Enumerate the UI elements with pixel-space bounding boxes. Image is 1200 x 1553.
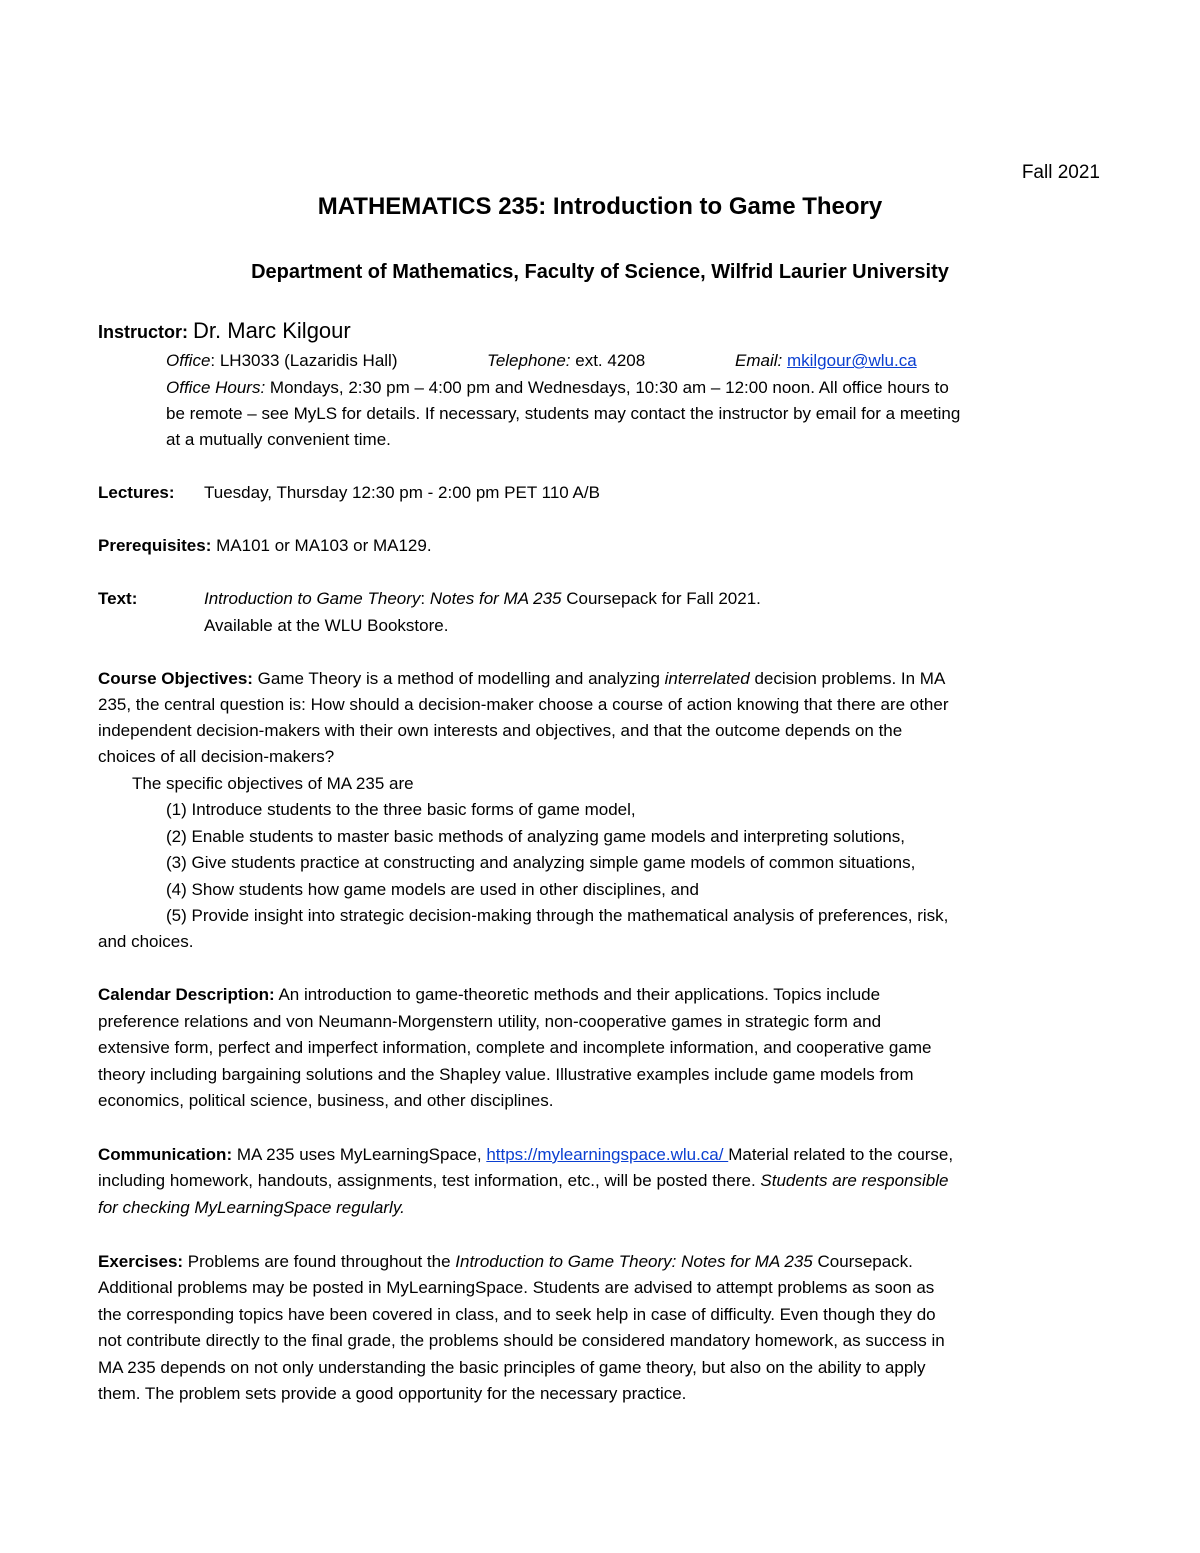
calendar-text-1: An introduction to game-theoretic methods and their applications. Topics include	[274, 985, 881, 1004]
text-line-1	[204, 586, 761, 612]
objective-item: (4) Show students how game models are used in other disciplines, and	[166, 880, 699, 899]
objectives-specific-intro: The specific objectives of MA 235 are	[132, 774, 414, 793]
objective-item-continuation: and choices.	[98, 932, 194, 951]
calendar-line-5: economics, political science, business, and other disciplines.	[98, 1091, 554, 1110]
objectives-line-1	[98, 666, 945, 692]
office-value: : LH3033 (Lazaridis Hall)	[210, 351, 398, 370]
exercises-text-1-italic: Introduction to Game Theory: Notes for MA 235	[455, 1252, 813, 1271]
mylearningspace-link[interactable]: https://mylearningspace.wlu.ca/	[486, 1145, 729, 1164]
calendar-line-3: extensive form, perfect and imperfect information, complete and incomplete information, and cooperative game	[98, 1038, 932, 1057]
exercises-line-6: them. The problem sets provide a good opportunity for the necessary practice.	[98, 1384, 687, 1403]
objectives-intro-b: decision problems. In MA	[749, 669, 946, 688]
objectives-line-3: independent decision-makers with their own interests and objectives, and that the outcome depends on the	[98, 721, 903, 740]
exercises-text-1a: Problems are found throughout the	[183, 1252, 456, 1271]
office-line	[166, 348, 398, 374]
objectives-line-4: choices of all decision-makers?	[98, 747, 335, 766]
prerequisites-label: Prerequisites:	[98, 536, 212, 555]
office-hours-line-1	[166, 375, 949, 401]
objectives-intro-italic: interrelated	[664, 669, 750, 688]
objective-item: (5) Provide insight into strategic decision-making through the mathematical analysis of preferences, risk,	[166, 906, 949, 925]
objectives-label: Course Objectives:	[98, 669, 253, 688]
text-line-2: Available at the WLU Bookstore.	[204, 616, 449, 635]
objectives-intro-a: Game Theory is a method of modelling and analyzing	[252, 669, 665, 688]
telephone-line	[487, 348, 645, 374]
communication-text-1a: MA 235 uses MyLearningSpace,	[232, 1145, 487, 1164]
calendar-line-2: preference relations and von Neumann-Morgenstern utility, non-cooperative games in strategic form and	[98, 1012, 882, 1031]
text-label: Text:	[98, 589, 138, 608]
prerequisites-value: MA101 or MA103 or MA129.	[211, 536, 432, 555]
exercises-line-5: MA 235 depends on not only understanding the basic principles of game theory, but also on the ability to apply	[98, 1358, 926, 1377]
office-hours-text-1: Mondays, 2:30 pm – 4:00 pm and Wednesdays, 10:30 am – 12:00 noon. All office hours to	[265, 378, 949, 397]
prerequisites-line	[98, 533, 432, 559]
email-label: Email:	[735, 351, 783, 370]
lectures-label: Lectures:	[98, 483, 175, 502]
communication-label: Communication:	[98, 1145, 233, 1164]
communication-text-2-italic: Students are responsible	[760, 1171, 949, 1190]
calendar-line-4: theory including bargaining solutions and the Shapley value. Illustrative examples include game models from	[98, 1065, 914, 1084]
exercises-line-1	[98, 1249, 913, 1275]
communication-line-2	[98, 1168, 948, 1194]
communication-text-2a: including homework, handouts, assignments, test information, etc., will be posted there.	[98, 1171, 761, 1190]
calendar-label: Calendar Description:	[98, 985, 275, 1004]
office-hours-line-2: be remote – see MyLS for details. If necessary, students may contact the instructor by email for a meeting	[166, 404, 961, 423]
instructor-name: Dr. Marc Kilgour	[193, 318, 351, 343]
exercises-line-3: the corresponding topics have been covered in class, and to seek help in case of difficulty. Even though they do	[98, 1305, 936, 1324]
objective-item: (3) Give students practice at constructing and analyzing simple game models of common situations,	[166, 853, 916, 872]
email-line	[735, 348, 917, 374]
objective-item: (1) Introduce students to the three basic forms of game model,	[166, 800, 636, 819]
communication-line-1	[98, 1142, 953, 1168]
lectures-value: Tuesday, Thursday 12:30 pm - 2:00 pm PET 110 A/B	[204, 483, 600, 502]
telephone-label: Telephone:	[487, 351, 571, 370]
instructor-line	[98, 317, 351, 346]
objectives-line-2: 235, the central question is: How should a decision-maker choose a course of action knowing that there are other	[98, 695, 949, 714]
email-link[interactable]: mkilgour@wlu.ca	[786, 351, 917, 370]
semester-label: Fall 2021	[1021, 162, 1100, 183]
calendar-line-1	[98, 982, 880, 1008]
text-notes-title: Notes for MA 235	[429, 589, 562, 608]
exercises-line-2: Additional problems may be posted in MyLearningSpace. Students are advised to attempt problems as soon as	[98, 1278, 935, 1297]
text-book-title: Introduction to Game Theory	[204, 589, 421, 608]
course-title: MATHEMATICS 235: Introduction to Game Theory	[317, 193, 883, 220]
text-colon: :	[420, 589, 430, 608]
exercises-line-4: not contribute directly to the final grade, the problems should be considered mandatory homework, as success in	[98, 1331, 945, 1350]
office-hours-label: Office Hours:	[166, 378, 266, 397]
communication-text-1b: Material related to the course,	[728, 1145, 954, 1164]
department-heading: Department of Mathematics, Faculty of Science, Wilfrid Laurier University	[251, 261, 949, 283]
telephone-value: ext. 4208	[570, 351, 646, 370]
exercises-label: Exercises:	[98, 1252, 184, 1271]
exercises-text-1b: Coursepack.	[812, 1252, 913, 1271]
objective-item: (2) Enable students to master basic methods of analyzing game models and interpreting solutions,	[166, 827, 905, 846]
instructor-label: Instructor:	[98, 322, 188, 342]
text-rest: Coursepack for Fall 2021.	[561, 589, 761, 608]
office-hours-line-3: at a mutually convenient time.	[166, 430, 391, 449]
communication-line-3: for checking MyLearningSpace regularly.	[98, 1198, 405, 1217]
office-label: Office	[166, 351, 211, 370]
